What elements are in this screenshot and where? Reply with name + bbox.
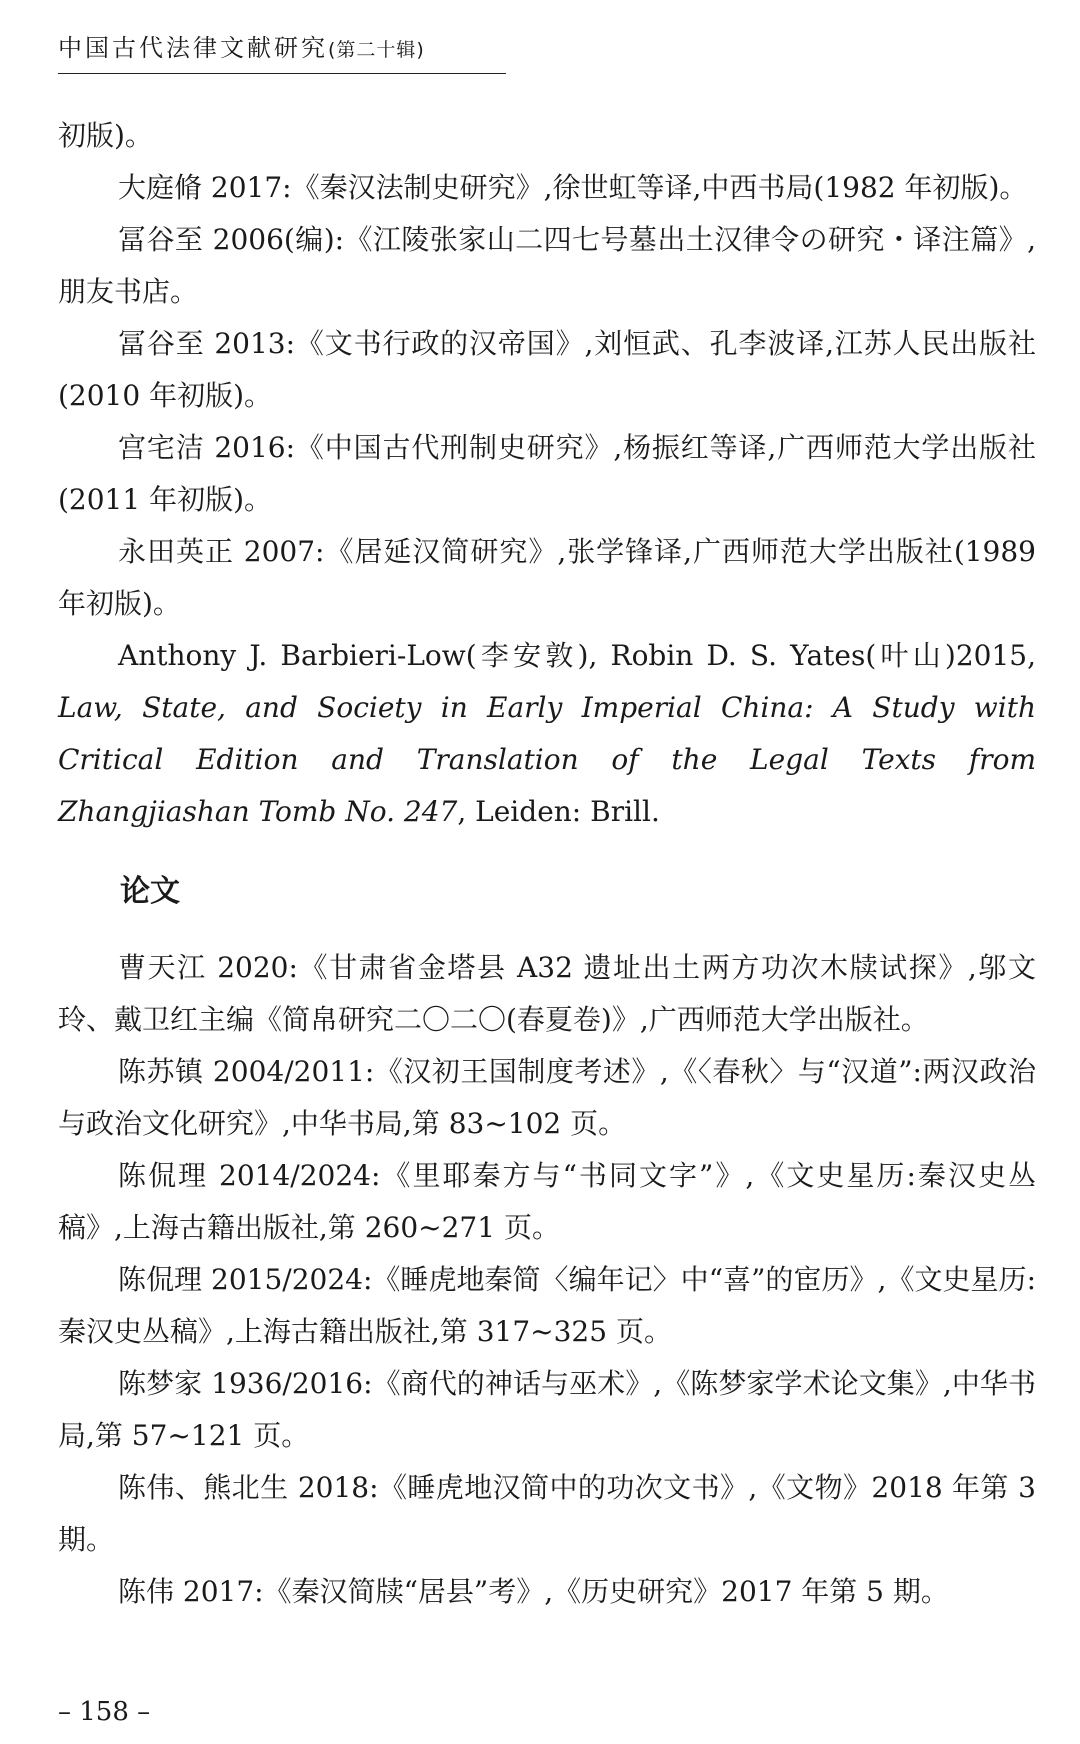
running-head-issue: (第二十辑) [328, 39, 425, 61]
running-head-title: 中国古代法律文献研究 [58, 34, 328, 62]
reference-entry: 冨谷至 2013:《文书行政的汉帝国》,刘恒武、孔李波译,江苏人民出版社(2010 年初版)。 [58, 327, 1036, 412]
running-head [58, 28, 506, 74]
reference-entry: 陈侃理 2015/2024:《睡虎地秦简〈编年记〉中“喜”的宦历》,《文史星历:秦汉史丛稿》,上海古籍出版社,第 317~325 页。 [58, 1263, 1036, 1348]
reference-entry: 大庭脩 2017:《秦汉法制史研究》,徐世虹等译,中西书局(1982 年初版)。 [118, 171, 1028, 204]
reference-list [58, 110, 1036, 1618]
reference-entry: 陈侃理 2014/2024:《里耶秦方与“书同文字”》,《文史星历:秦汉史丛稿》,上海古籍出版社,第 260~271 页。 [58, 1159, 1036, 1244]
reference-entry: 陈伟、熊北生 2018:《睡虎地汉简中的功次文书》,《文物》2018 年第 3 期。 [58, 1471, 1036, 1556]
english-entry-authors: Anthony J. Barbieri-Low(李安敦), Robin D. S. Yates(叶山)2015, [118, 639, 1036, 672]
reference-entry: 初版)。 [58, 119, 153, 152]
section-heading-papers: 论文 [120, 874, 180, 909]
english-entry-publisher: , Leiden: Brill. [457, 795, 660, 828]
reference-entry: 冨谷至 2006(编):《江陵张家山二四七号墓出土汉律令の研究・译注篇》,朋友书店。 [58, 223, 1036, 308]
reference-entry-english [58, 630, 1036, 838]
page-number: – 158 – [58, 1697, 151, 1727]
reference-entry: 陈伟 2017:《秦汉简牍“居县”考》,《历史研究》2017 年第 5 期。 [118, 1575, 949, 1608]
reference-entry: 陈苏镇 2004/2011:《汉初王国制度考述》,《〈春秋〉与“汉道”:两汉政治与政治文化研究》,中华书局,第 83~102 页。 [58, 1055, 1036, 1140]
reference-entry: 永田英正 2007:《居延汉简研究》,张学锋译,广西师范大学出版社(1989 年初版)。 [58, 535, 1036, 620]
reference-entry: 曹天江 2020:《甘肃省金塔县 A32 遗址出土两方功次木牍试探》,邬文玲、戴卫红主编《简帛研究二〇二〇(春夏卷)》,广西师范大学出版社。 [58, 951, 1036, 1036]
english-entry-title: Law, State, and Society in Early Imperial China: A Study with Critical Edition and Translation of the Legal Texts from Zhangjiashan Tomb No. 247 [58, 691, 1036, 828]
reference-entry: 陈梦家 1936/2016:《商代的神话与巫术》,《陈梦家学术论文集》,中华书局,第 57~121 页。 [58, 1367, 1036, 1452]
reference-entry: 宫宅洁 2016:《中国古代刑制史研究》,杨振红等译,广西师范大学出版社(2011 年初版)。 [58, 431, 1036, 516]
